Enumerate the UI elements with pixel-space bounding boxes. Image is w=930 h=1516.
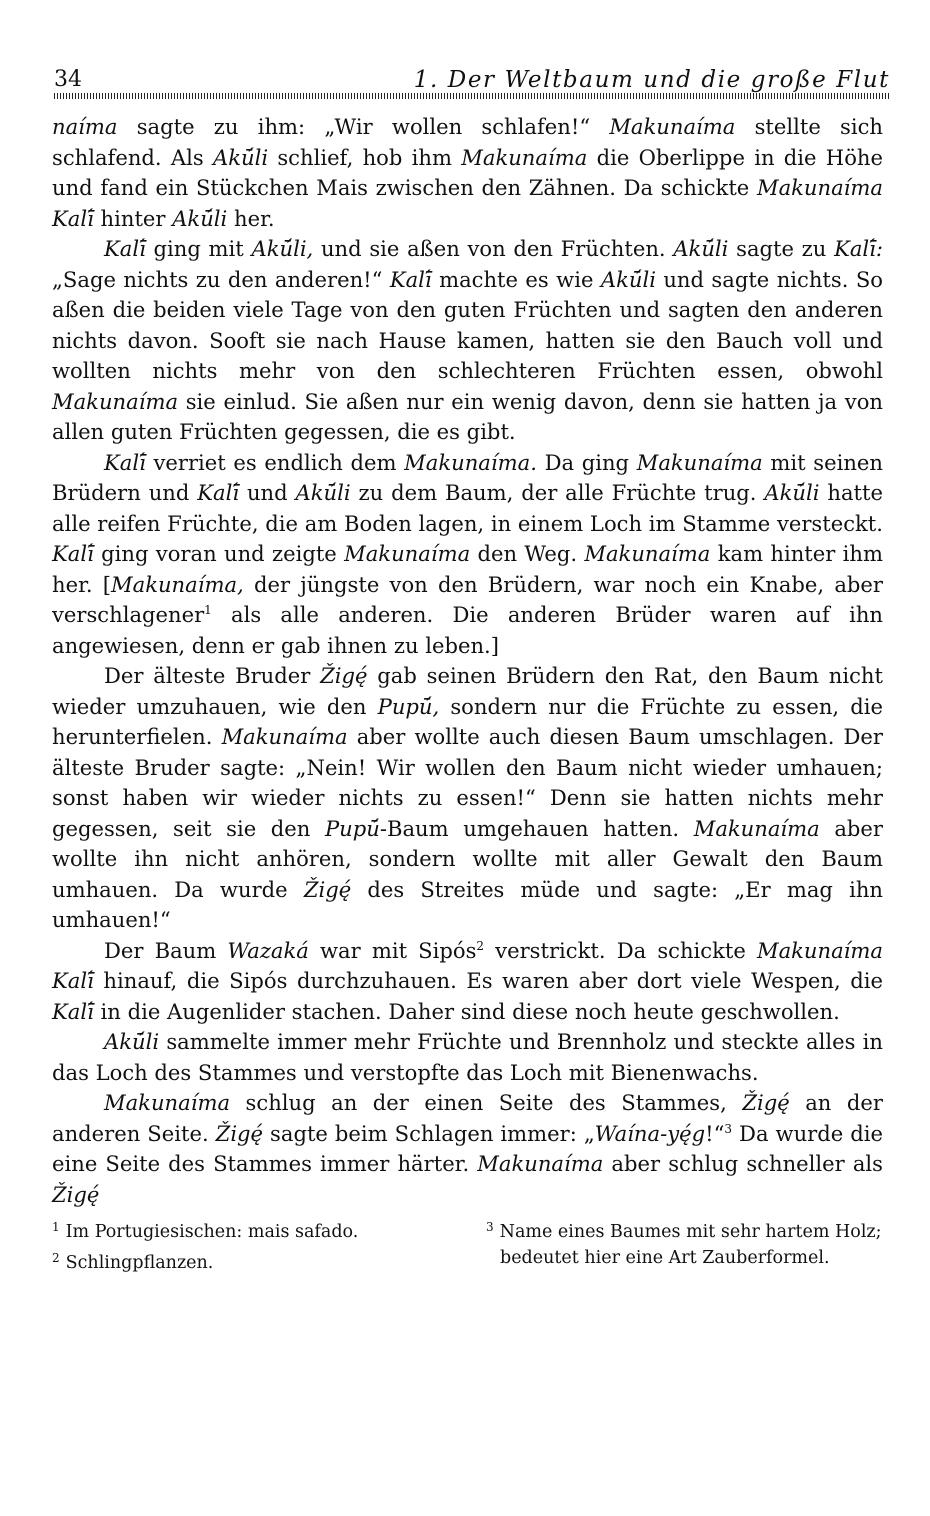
text-run: schlug an der einen Seite des Stammes, bbox=[230, 1090, 743, 1115]
italic-name: Kalī́ bbox=[104, 236, 146, 261]
footnote-reference: 2 bbox=[476, 938, 485, 953]
text-run: und sagte nichts. So aßen die beiden viele Tage von den guten Früchten und sagten den anderen nichts davon. Sooft sie nach Hause kamen, hatten sie den Bauch voll und wollten nichts mehr von den schlechteren Früchten essen, obwohl bbox=[52, 266, 883, 383]
text-run: und bbox=[239, 480, 296, 505]
text-run: war mit Sipós bbox=[308, 937, 477, 963]
text-run: mit seinen Brüdern und bbox=[52, 449, 884, 505]
text-run: stellte sich schlafend. Als bbox=[52, 114, 883, 170]
paragraph bbox=[52, 234, 883, 448]
text-run: sie einlud. Sie aßen nur ein wenig davon, denn sie hatten ja von allen guten Früchten gegessen, die es gibt. bbox=[52, 388, 883, 444]
italic-name: Makunaíma, bbox=[111, 571, 244, 597]
italic-name: Kalī́ bbox=[389, 266, 432, 292]
italic-name: Akū́li bbox=[104, 1029, 160, 1054]
footnote bbox=[486, 1214, 886, 1245]
italic-name: Makunaíma bbox=[344, 541, 471, 566]
italic-name: Žigę́ bbox=[215, 1120, 264, 1146]
text-run: sagte zu ihm: „Wir wollen schlafen!“ bbox=[117, 114, 610, 139]
text-run: und sie aßen von den Früchten. bbox=[313, 236, 674, 261]
italic-name: Makunaíma bbox=[477, 1151, 604, 1176]
italic-name: Makunaíma Kalī́ bbox=[52, 937, 883, 993]
text-run: den Weg. bbox=[470, 541, 585, 566]
paragraph bbox=[52, 936, 883, 1028]
italic-name: Makunaíma bbox=[52, 388, 179, 414]
paragraph bbox=[52, 661, 883, 936]
page-number: 34 bbox=[54, 67, 82, 92]
footnote-text: Im Portugiesischen: mais safado. bbox=[65, 1222, 359, 1242]
text-run: machte es wie bbox=[431, 266, 601, 292]
italic-name: Akū́li, bbox=[251, 236, 314, 261]
italic-name: Makunaíma Kalī́ bbox=[52, 175, 883, 231]
page-header bbox=[54, 66, 890, 100]
italic-name: naíma bbox=[52, 114, 118, 139]
italic-name: Pupū́ bbox=[324, 815, 380, 841]
italic-name: Žigę́ bbox=[742, 1090, 790, 1115]
paragraph bbox=[52, 112, 883, 234]
body-text bbox=[52, 112, 883, 1210]
italic-name: Makunaíma. bbox=[404, 449, 537, 475]
text-run: aber wollte ihn nicht anhören, sondern wollte mit aller Gewalt den Baum umhauen. Da wurde bbox=[52, 815, 883, 902]
italic-name: Makunaíma bbox=[693, 815, 820, 841]
italic-name: Akū́li bbox=[172, 205, 228, 231]
footnote-text: Schlingpflanzen. bbox=[65, 1253, 214, 1273]
text-run: die Oberlippe in die Höhe und fand ein Stückchen Mais zwischen den Zähnen. Da schickte bbox=[52, 144, 883, 200]
text-run: her. bbox=[227, 205, 275, 231]
footnote bbox=[52, 1245, 452, 1276]
text-run: hatte alle reifen Früchte, die am Boden lagen, in einem Loch im Stamme versteckt. bbox=[52, 480, 883, 536]
italic-name: Žigę́ bbox=[303, 876, 352, 902]
text-run: „Sage nichts zu den anderen!“ bbox=[52, 266, 390, 292]
italic-name: Akū́li bbox=[295, 480, 351, 505]
italic-name: Makunaíma bbox=[636, 449, 763, 475]
text-run: sammelte immer mehr Früchte und Brennholz und steckte alles in das Loch des Stammes und verstopfte das Loch mit Bienenwachs. bbox=[52, 1029, 883, 1085]
text-run: hinter bbox=[93, 205, 173, 231]
italic-name: Kalī́ bbox=[104, 449, 146, 475]
text-run: Da ging bbox=[536, 449, 637, 475]
italic-name: Kalī́ bbox=[52, 541, 94, 566]
text-run: Der Baum bbox=[104, 937, 228, 963]
italic-name: Makunaíma bbox=[221, 724, 348, 749]
footnote bbox=[52, 1214, 452, 1245]
italic-name: Makunaíma bbox=[584, 541, 711, 566]
italic-name: Akū́li bbox=[600, 266, 656, 292]
text-run: als alle anderen. Die anderen Brüder waren auf ihn angewiesen, denn er gab ihnen zu leben.] bbox=[52, 602, 883, 658]
italic-name: Žigę́ bbox=[320, 663, 368, 688]
text-run: Da wurde die eine Seite des Stammes immer härter. bbox=[52, 1120, 883, 1176]
text-run: aber wollte auch diesen Baum umschlagen. Der älteste Bruder sagte: „Nein! Wir wollen den Baum nicht wieder umhauen; sonst haben wir wieder nichts zu essen!“ Denn sie hatten nichts mehr gegessen, seit sie den bbox=[52, 724, 883, 841]
paragraph bbox=[52, 1027, 883, 1088]
text-run: -Baum umgehauen hatten. bbox=[379, 815, 694, 841]
text-run: sondern nur die Früchte zu essen, die herunterfielen. bbox=[52, 693, 883, 749]
text-run: Der älteste Bruder bbox=[104, 663, 321, 688]
footnote-text: bedeutet hier eine Art Zauberformel. bbox=[500, 1248, 830, 1268]
italic-name: Akū́li bbox=[673, 236, 729, 261]
text-run: des Streites müde und sagte: „Er mag ihn umhauen!“ bbox=[52, 876, 883, 932]
italic-name: Kalī́ bbox=[52, 998, 94, 1024]
italic-name: Makunaíma bbox=[104, 1090, 231, 1115]
paragraph bbox=[52, 1088, 883, 1210]
text-run: aber schlug schneller als bbox=[603, 1151, 883, 1176]
footnote-mark: 3 bbox=[486, 1220, 494, 1234]
text-run: kam hinter ihm her. [ bbox=[52, 541, 884, 597]
text-run: der jüngste von den Brüdern, war noch ein Knabe, aber verschlagener bbox=[52, 571, 883, 627]
text-run: ging mit bbox=[145, 236, 252, 261]
text-run: schlief, hob ihm bbox=[268, 144, 462, 170]
text-run: sagte beim Schlagen immer: „ bbox=[263, 1120, 595, 1146]
text-run: !“ bbox=[705, 1120, 725, 1146]
italic-name: Kalī́ bbox=[197, 480, 240, 505]
text-run: zu dem Baum, der alle Früchte trug. bbox=[350, 480, 765, 505]
italic-name: Pupū́, bbox=[377, 693, 440, 719]
text-run: hinauf, die Sipós durchzuhauen. Es waren aber dort viele Wespen, die bbox=[93, 968, 883, 993]
text-run: an der anderen Seite. bbox=[52, 1090, 883, 1146]
footnote-continuation bbox=[486, 1245, 886, 1271]
italic-name: Makunaíma bbox=[609, 114, 736, 139]
footnote-reference: 1 bbox=[204, 603, 212, 617]
header-rule bbox=[54, 93, 890, 99]
text-run: verriet es endlich dem bbox=[145, 449, 405, 475]
italic-name: Makunaíma bbox=[461, 144, 588, 170]
footnotes-right-column bbox=[486, 1214, 886, 1271]
footnotes-left-column bbox=[52, 1214, 452, 1276]
italic-name: Kalī́: bbox=[834, 236, 883, 261]
italic-name: Wazaká bbox=[227, 937, 309, 963]
footnote-mark: 2 bbox=[52, 1251, 60, 1265]
italic-name: Akū́li bbox=[764, 480, 820, 505]
italic-name: Akū́li bbox=[212, 144, 269, 170]
footnote-mark: 1 bbox=[52, 1220, 60, 1234]
paragraph bbox=[52, 448, 883, 662]
text-run: sagte zu bbox=[728, 236, 835, 261]
footnote-text: Name eines Baumes mit sehr hartem Holz; bbox=[499, 1222, 882, 1242]
running-title: 1. Der Weltbaum und die große Flut bbox=[413, 67, 890, 93]
text-run: ging voran und zeigte bbox=[93, 541, 345, 566]
text-run: gab seinen Brüdern den Rat, den Baum nicht wieder umzuhauen, wie den bbox=[52, 663, 883, 719]
text-run: in die Augenlider stachen. Daher sind diese noch heute geschwollen. bbox=[93, 998, 840, 1024]
footnote-reference: 3 bbox=[724, 1121, 733, 1136]
italic-name: Žigę́ bbox=[52, 1181, 100, 1207]
text-run: verstrickt. Da schickte bbox=[484, 937, 757, 963]
italic-name: Waína-yę́g bbox=[594, 1120, 706, 1146]
